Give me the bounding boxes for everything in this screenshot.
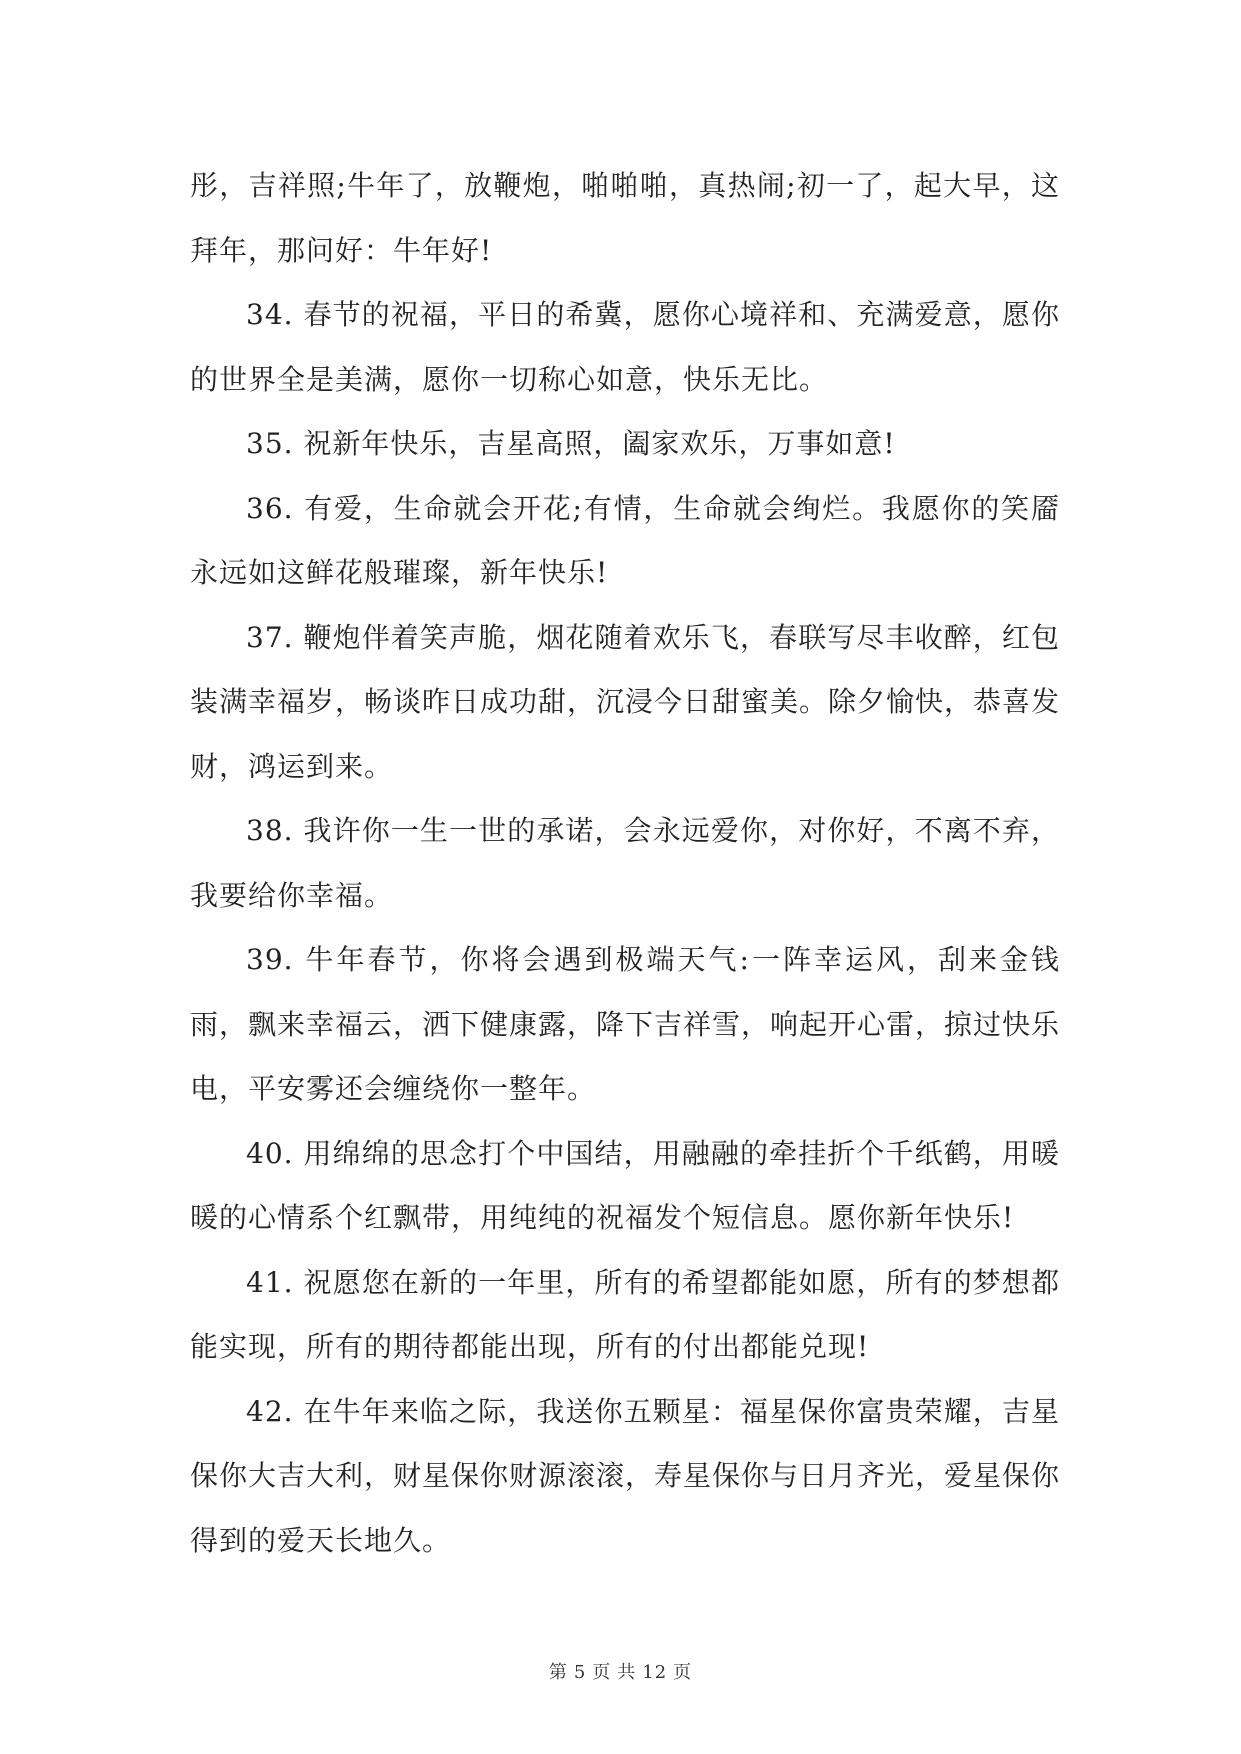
page-footer: [0, 1658, 1241, 1684]
body-text: [190, 154, 1060, 1573]
footer-page-word: 页: [592, 1662, 612, 1683]
paragraph-39: 39. 牛年春节，你将会遇到极端天气:一阵幸运风，刮来金钱雨，飘来幸福云，洒下健康露，降下吉祥雪，响起开心雷，掠过快乐电，平安雾还会缠绕你一整年。: [190, 943, 1061, 1105]
paragraph-35: 35. 祝新年快乐，吉星高照，阖家欢乐，万事如意!: [246, 427, 896, 460]
paragraph-37: 37. 鞭炮伴着笑声脆，烟花随着欢乐飞，春联写尽丰收醉，红包装满幸福岁，畅谈昨日成功甜，沉浸今日甜蜜美。除夕愉快，恭喜发财，鸿运到来。: [190, 620, 1061, 783]
paragraph-38: 38. 我许你一生一世的承诺，会永远爱你，对你好，不离不弃，我要给你幸福。: [190, 814, 1060, 912]
footer-total-word: 共: [617, 1662, 637, 1683]
footer-current-page: 5: [573, 1662, 587, 1683]
paragraph-42: 42. 在牛年来临之际，我送你五颗星：福星保你富贵荣耀，吉星保你大吉大利，财星保你财源滚滚，寿星保你与日月齐光，爱星保你得到的爱天长地久。: [190, 1394, 1061, 1557]
paragraph-34: 34. 春节的祝福，平日的希冀，愿你心境祥和、充满爱意，愿你的世界全是美满，愿你一切称心如意，快乐无比。: [190, 298, 1060, 396]
paragraph-41: 41. 祝愿您在新的一年里，所有的希望都能如愿，所有的梦想都能实现，所有的期待都能出现，所有的付出都能兑现!: [190, 1265, 1060, 1363]
footer-suffix: 页: [673, 1662, 693, 1683]
paragraph-continued: 彤，吉祥照;牛年了，放鞭炮，啪啪啪，真热闹;初一了，起大早，这拜年，那问好：牛年好!: [190, 169, 1060, 267]
footer-total-pages: 12: [642, 1662, 668, 1683]
paragraph-40: 40. 用绵绵的思念打个中国结，用融融的牵挂折个千纸鹤，用暖暖的心情系个红飘带，用纯纯的祝福发个短信息。愿你新年快乐!: [190, 1136, 1060, 1234]
footer-prefix: 第: [548, 1662, 568, 1683]
paragraph-36: 36. 有爱，生命就会开花;有情，生命就会绚烂。我愿你的笑靥永远如这鲜花般璀璨，新年快乐!: [190, 491, 1060, 589]
